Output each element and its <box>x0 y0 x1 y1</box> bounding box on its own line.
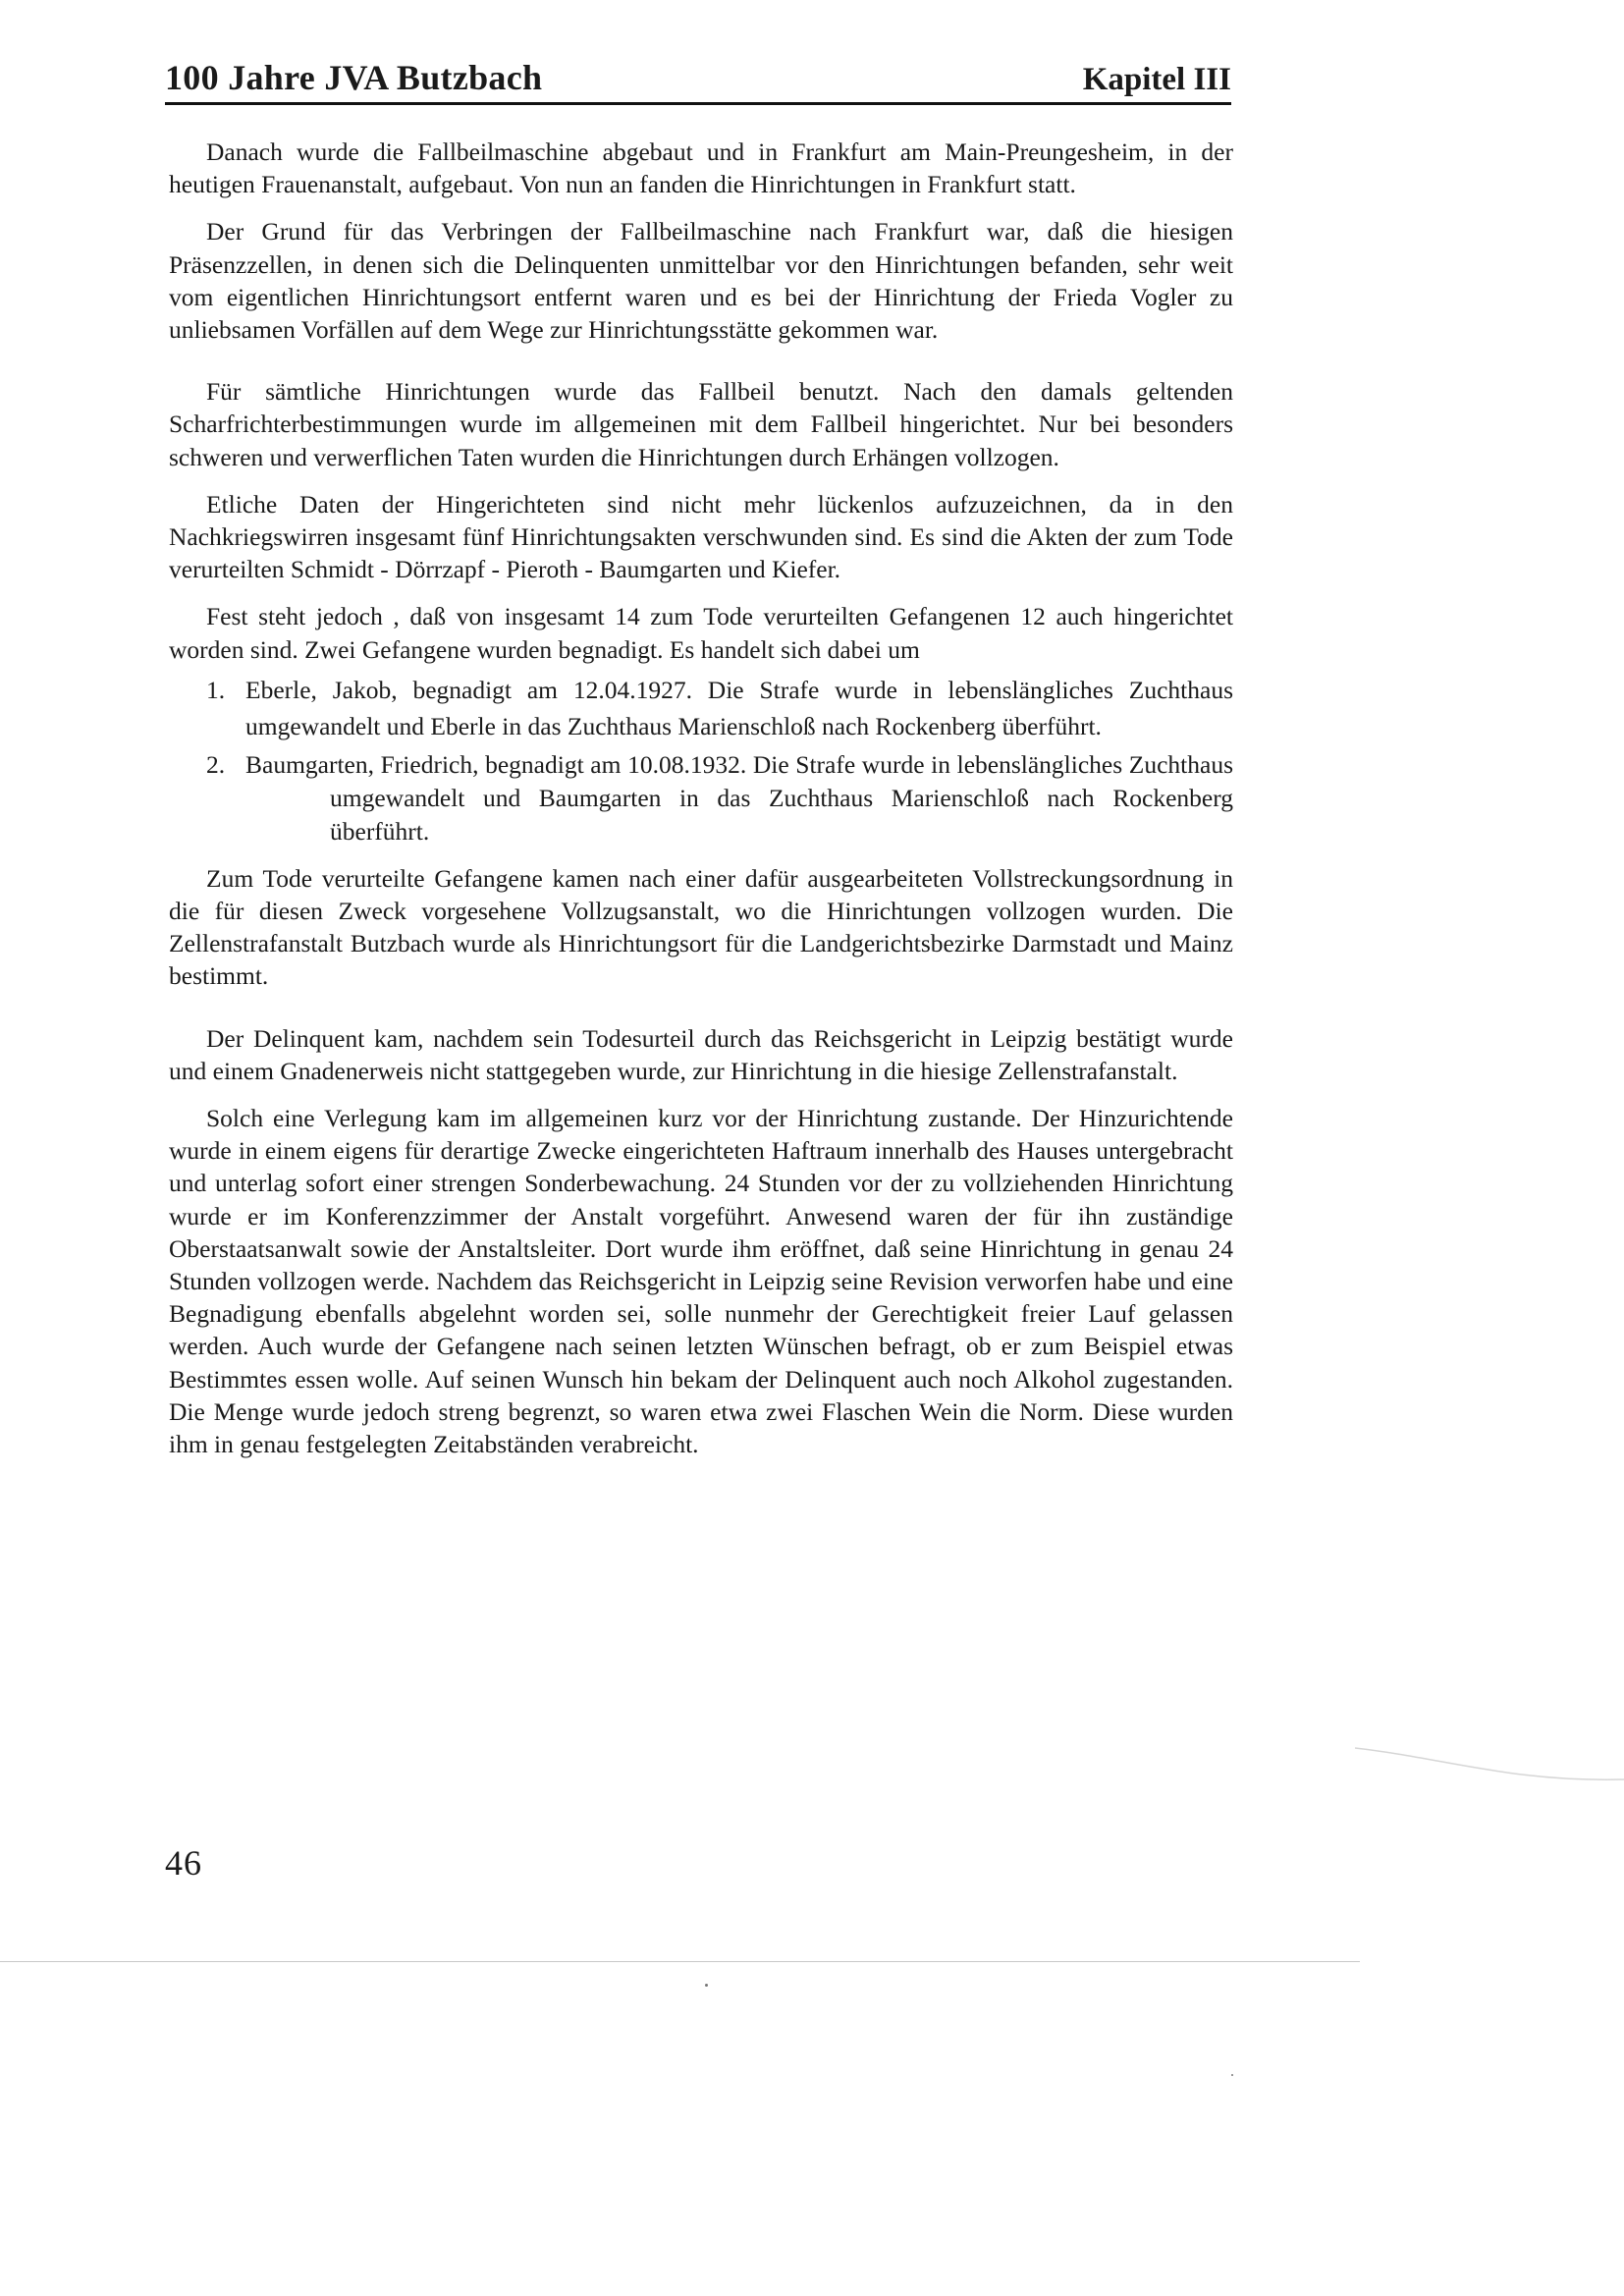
list-item-first-line: Eberle, Jakob, begnadigt am 12.04.1927. Die Strafe wurde in lebenslängliches <box>245 675 1113 704</box>
paragraph: Der Delinquent kam, nachdem sein Todesurteil durch das Reichsgericht in Leipzig bestätigt wurde und einem Gnadenerweis nicht stattgegeben wurde, zur Hinrichtung in die hiesige Zellenstrafanstalt. <box>169 1023 1233 1085</box>
list-number: 2. <box>206 749 226 779</box>
paragraph: Solch eine Verlegung kam im allgemeinen kurz vor der Hinrichtung zustande. Der Hinzurichtende wurde in einem eigens für derartige Zwecke eingerichteten Haftraum innerhalb des Hauses untergebracht und unterlag sofort einer strengen Sonderbewachung. 24 Stunden vor der zu vollziehenden Hinrichtung wurde er im Konferenzzimmer der Anstalt vorgeführt. Anwesend waren der für ihn zuständige Oberstaatsanwalt sowie der Anstaltsleiter. Dort wurde ihm eröffnet, daß seine Hinrichtung in genau 24 Stunden vollzogen werde. Nachdem das Reichsgericht in Leipzig seine Revision verworfen habe und eine Begnadigung ebenfalls abgelehnt worden sei, solle nunmehr der Gerechtigkeit freier Lauf gelassen werden. Auch wurde der Gefangene nach seinen letzten Wünschen befragt, ob er zum Beispiel etwas Bestimmtes essen wolle. Auf seinen Wunsch hin bekam der Delinquent auch noch Alkohol zugestanden. Die Menge wurde jedoch streng begrenzt, so waren etwa zwei Flaschen Wein die Norm. Diese wurden ihm in genau festgelegten Zeitabständen verabreicht. <box>169 1104 1233 1459</box>
body-text <box>169 136 1233 1475</box>
list-item-rest: Zuchthaus umgewandelt und Eberle in das Zuchthaus Marienschloß nach Rockenberg überführt. <box>245 675 1234 740</box>
running-title: 100 Jahre JVA Butzbach <box>165 58 543 97</box>
scan-dust-dot <box>705 1984 708 1987</box>
scan-edge-line <box>0 1961 1360 1962</box>
page-header <box>165 57 1231 105</box>
list-number: 1. <box>206 675 226 704</box>
paragraph: Der Grund für das Verbringen der Fallbeilmaschine nach Frankfurt war, daß die hiesigen Präsenzzellen, in denen sich die Delinquenten unmittelbar vor den Hinrichtungen befanden, sehr weit vom eigentlichen Hinrichtungsort entfernt waren und es bei der Hinrichtung der Frieda Vogler zu unliebsamen Vorfällen auf dem Wege zur Hinrichtungsstätte gekommen war. <box>169 217 1233 345</box>
paragraph: Für sämtliche Hinrichtungen wurde das Fallbeil benutzt. Nach den damals geltenden Scharfrichterbestimmungen wurde im allgemeinen mit dem Fallbeil hingerichtet. Nur bei besonders schweren und verwerflichen Taten wurden die Hinrichtungen durch Erhängen vollzogen. <box>169 377 1233 471</box>
paragraph: Etliche Daten der Hingerichteten sind nicht mehr lückenlos aufzuzeichnen, da in den Nachkriegswirren insgesamt fünf Hinrichtungsakten verschwunden sind. Es sind die Akten der zum Tode verurteilten Schmidt - Dörrzapf - Pieroth - Baumgarten und Kiefer. <box>169 489 1233 584</box>
paragraph: Danach wurde die Fallbeilmaschine abgebaut und in Frankfurt am Main-Preungesheim, in der heutigen Frauenanstalt, aufgebaut. Von nun an fanden die Hinrichtungen in Frankfurt statt. <box>169 137 1233 199</box>
scan-artifact-curve <box>1355 1709 1624 1807</box>
scan-dust-dot <box>1231 2074 1233 2076</box>
pardon-list <box>169 672 1233 848</box>
list-item <box>169 748 1233 848</box>
paragraph: Fest steht jedoch , daß von insgesamt 14 zum Tode verurteilten Gefangenen 12 auch hingerichtet worden sind. Zwei Gefangene wurden begnadigt. Es handelt sich dabei um <box>169 602 1233 664</box>
list-item-rest: lebenslängliches Zuchthaus umgewandelt und Baumgarten in das Zuchthaus Marienschloß nach Rockenberg überführt. <box>330 749 1234 846</box>
paragraph: Zum Tode verurteilte Gefangene kamen nach einer dafür ausgearbeiteten Vollstreckungsordnung in die für diesen Zweck vorgesehene Vollzugsanstalt, wo die Hinrichtungen vollzogen wurden. Die Zellenstrafanstalt Butzbach wurde als Hinrichtungsort für die Landgerichtsbezirke Darmstadt und Mainz bestimmt. <box>169 863 1233 991</box>
page-number: 46 <box>165 1843 202 1883</box>
chapter-label: Kapitel III <box>1082 62 1231 97</box>
list-item-first-line: Baumgarten, Friedrich, begnadigt am 10.08.1932. Die Strafe wurde in <box>245 749 950 779</box>
list-item <box>169 672 1233 744</box>
